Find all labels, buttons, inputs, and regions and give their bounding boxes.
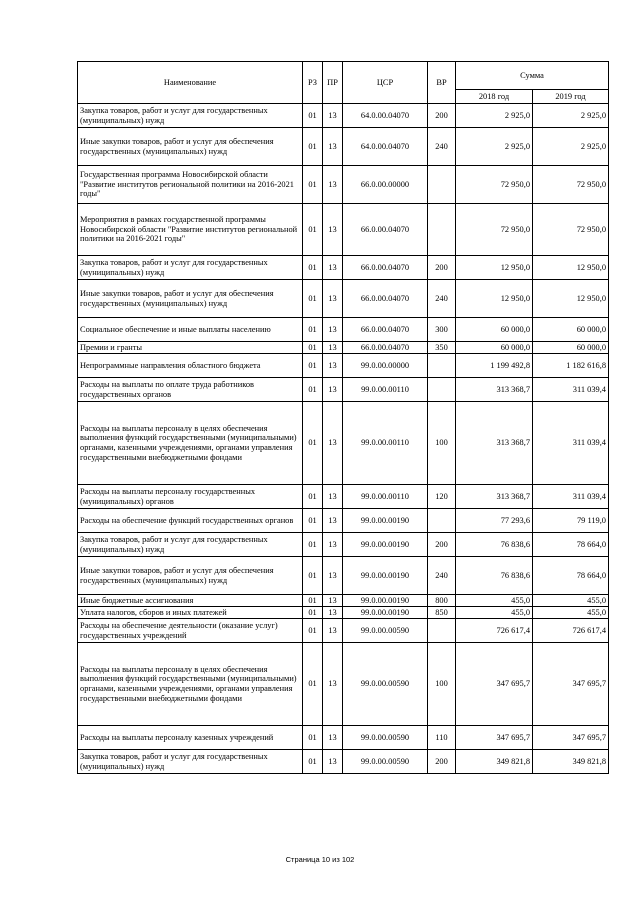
row-sum-2019: 12 950,0 bbox=[533, 280, 609, 318]
row-sum-2019: 60 000,0 bbox=[533, 342, 609, 354]
row-sum-2019: 347 695,7 bbox=[533, 643, 609, 726]
row-sum-2019: 60 000,0 bbox=[533, 318, 609, 342]
row-vr: 200 bbox=[428, 750, 456, 774]
row-sum-2018: 455,0 bbox=[456, 595, 533, 607]
table-row bbox=[78, 342, 609, 354]
row-pr: 13 bbox=[323, 402, 343, 485]
row-name: Уплата налогов, сборов и иных платежей bbox=[78, 607, 303, 619]
row-vr bbox=[428, 166, 456, 204]
row-rz: 01 bbox=[303, 204, 323, 256]
row-vr: 850 bbox=[428, 607, 456, 619]
table-row bbox=[78, 619, 609, 643]
row-vr: 100 bbox=[428, 643, 456, 726]
row-sum-2018: 347 695,7 bbox=[456, 726, 533, 750]
row-name: Расходы на выплаты персоналу в целях обеспечения выполнения функций государственными (муниципальными) органами, казенными учреждениями, органами управления государственными внебюджетными фондами bbox=[78, 643, 303, 726]
row-name: Закупка товаров, работ и услуг для государственных (муниципальных) нужд bbox=[78, 750, 303, 774]
row-sum-2019: 79 119,0 bbox=[533, 509, 609, 533]
row-sum-2018: 2 925,0 bbox=[456, 128, 533, 166]
table-row bbox=[78, 128, 609, 166]
row-rz: 01 bbox=[303, 557, 323, 595]
row-csr: 66.0.00.04070 bbox=[343, 280, 428, 318]
table-row bbox=[78, 533, 609, 557]
row-rz: 01 bbox=[303, 378, 323, 402]
row-rz: 01 bbox=[303, 726, 323, 750]
row-vr: 120 bbox=[428, 485, 456, 509]
table-row bbox=[78, 104, 609, 128]
row-sum-2019: 2 925,0 bbox=[533, 128, 609, 166]
row-vr: 100 bbox=[428, 402, 456, 485]
row-name: Расходы на обеспечение функций государственных органов bbox=[78, 509, 303, 533]
row-rz: 01 bbox=[303, 485, 323, 509]
row-name: Расходы на выплаты персоналу государственных (муниципальных) органов bbox=[78, 485, 303, 509]
row-sum-2018: 76 838,6 bbox=[456, 557, 533, 595]
table-row bbox=[78, 750, 609, 774]
row-pr: 13 bbox=[323, 378, 343, 402]
row-sum-2019: 1 182 616,8 bbox=[533, 354, 609, 378]
row-vr: 110 bbox=[428, 726, 456, 750]
row-rz: 01 bbox=[303, 354, 323, 378]
row-csr: 99.0.00.00590 bbox=[343, 643, 428, 726]
row-vr bbox=[428, 619, 456, 643]
row-sum-2019: 455,0 bbox=[533, 595, 609, 607]
row-rz: 01 bbox=[303, 318, 323, 342]
table-row bbox=[78, 402, 609, 485]
row-csr: 99.0.00.00110 bbox=[343, 402, 428, 485]
table-row bbox=[78, 378, 609, 402]
row-vr: 200 bbox=[428, 256, 456, 280]
header-rz: РЗ bbox=[303, 62, 323, 104]
row-csr: 99.0.00.00190 bbox=[343, 533, 428, 557]
row-sum-2019: 78 664,0 bbox=[533, 557, 609, 595]
row-sum-2018: 313 368,7 bbox=[456, 378, 533, 402]
header-year-2018: 2018 год bbox=[456, 90, 533, 104]
row-sum-2018: 349 821,8 bbox=[456, 750, 533, 774]
row-sum-2018: 12 950,0 bbox=[456, 280, 533, 318]
row-sum-2018: 72 950,0 bbox=[456, 166, 533, 204]
row-name: Расходы на выплаты персоналу казенных учреждений bbox=[78, 726, 303, 750]
table-row bbox=[78, 280, 609, 318]
table-row bbox=[78, 204, 609, 256]
row-name: Иные закупки товаров, работ и услуг для обеспечения государственных (муниципальных) нужд bbox=[78, 557, 303, 595]
header-year-2019: 2019 год bbox=[533, 90, 609, 104]
row-rz: 01 bbox=[303, 509, 323, 533]
row-rz: 01 bbox=[303, 750, 323, 774]
row-csr: 99.0.00.00590 bbox=[343, 619, 428, 643]
row-csr: 99.0.00.00590 bbox=[343, 726, 428, 750]
row-sum-2018: 455,0 bbox=[456, 607, 533, 619]
row-sum-2019: 311 039,4 bbox=[533, 485, 609, 509]
row-csr: 66.0.00.04070 bbox=[343, 204, 428, 256]
row-pr: 13 bbox=[323, 485, 343, 509]
row-sum-2018: 76 838,6 bbox=[456, 533, 533, 557]
row-rz: 01 bbox=[303, 166, 323, 204]
row-sum-2019: 12 950,0 bbox=[533, 256, 609, 280]
row-vr: 300 bbox=[428, 318, 456, 342]
header-name: Наименование bbox=[78, 62, 303, 104]
row-vr: 200 bbox=[428, 104, 456, 128]
row-vr bbox=[428, 509, 456, 533]
row-vr bbox=[428, 378, 456, 402]
row-sum-2018: 313 368,7 bbox=[456, 485, 533, 509]
row-pr: 13 bbox=[323, 750, 343, 774]
row-sum-2019: 347 695,7 bbox=[533, 726, 609, 750]
row-pr: 13 bbox=[323, 533, 343, 557]
row-name: Расходы на выплаты персоналу в целях обеспечения выполнения функций государственными (муниципальными) органами, казенными учреждениями, органами управления государственными внебюджетными фондами bbox=[78, 402, 303, 485]
table-body bbox=[78, 104, 609, 774]
row-rz: 01 bbox=[303, 104, 323, 128]
row-vr: 350 bbox=[428, 342, 456, 354]
row-name: Премии и гранты bbox=[78, 342, 303, 354]
row-pr: 13 bbox=[323, 104, 343, 128]
table-row bbox=[78, 726, 609, 750]
row-vr: 200 bbox=[428, 533, 456, 557]
row-csr: 99.0.00.00190 bbox=[343, 557, 428, 595]
table-row bbox=[78, 643, 609, 726]
row-sum-2019: 311 039,4 bbox=[533, 402, 609, 485]
row-rz: 01 bbox=[303, 607, 323, 619]
row-name: Иные закупки товаров, работ и услуг для обеспечения государственных (муниципальных) нужд bbox=[78, 280, 303, 318]
row-sum-2018: 347 695,7 bbox=[456, 643, 533, 726]
row-name: Социальное обеспечение и иные выплаты населению bbox=[78, 318, 303, 342]
row-rz: 01 bbox=[303, 533, 323, 557]
row-pr: 13 bbox=[323, 256, 343, 280]
row-sum-2019: 2 925,0 bbox=[533, 104, 609, 128]
row-csr: 64.0.00.04070 bbox=[343, 128, 428, 166]
table-row bbox=[78, 166, 609, 204]
table-row bbox=[78, 354, 609, 378]
row-pr: 13 bbox=[323, 619, 343, 643]
row-sum-2018: 60 000,0 bbox=[456, 318, 533, 342]
row-vr bbox=[428, 204, 456, 256]
budget-table bbox=[77, 61, 609, 774]
header-sum: Сумма bbox=[456, 62, 609, 90]
header-vr: ВР bbox=[428, 62, 456, 104]
row-pr: 13 bbox=[323, 726, 343, 750]
row-csr: 99.0.00.00110 bbox=[343, 378, 428, 402]
row-pr: 13 bbox=[323, 166, 343, 204]
row-sum-2018: 60 000,0 bbox=[456, 342, 533, 354]
row-name: Непрограммные направления областного бюджета bbox=[78, 354, 303, 378]
row-csr: 99.0.00.00190 bbox=[343, 595, 428, 607]
row-name: Закупка товаров, работ и услуг для государственных (муниципальных) нужд bbox=[78, 104, 303, 128]
row-sum-2018: 2 925,0 bbox=[456, 104, 533, 128]
row-rz: 01 bbox=[303, 280, 323, 318]
table-row bbox=[78, 595, 609, 607]
row-name: Расходы на обеспечение деятельности (оказание услуг) государственных учреждений bbox=[78, 619, 303, 643]
row-csr: 99.0.00.00110 bbox=[343, 485, 428, 509]
row-pr: 13 bbox=[323, 595, 343, 607]
row-rz: 01 bbox=[303, 256, 323, 280]
header-pr: ПР bbox=[323, 62, 343, 104]
row-vr: 240 bbox=[428, 128, 456, 166]
row-pr: 13 bbox=[323, 342, 343, 354]
row-pr: 13 bbox=[323, 509, 343, 533]
row-pr: 13 bbox=[323, 318, 343, 342]
row-name: Иные закупки товаров, работ и услуг для обеспечения государственных (муниципальных) нужд bbox=[78, 128, 303, 166]
row-vr: 240 bbox=[428, 557, 456, 595]
row-pr: 13 bbox=[323, 204, 343, 256]
row-csr: 99.0.00.00000 bbox=[343, 354, 428, 378]
row-vr: 800 bbox=[428, 595, 456, 607]
row-pr: 13 bbox=[323, 280, 343, 318]
row-rz: 01 bbox=[303, 595, 323, 607]
table-row bbox=[78, 256, 609, 280]
row-csr: 64.0.00.04070 bbox=[343, 104, 428, 128]
row-csr: 66.0.00.04070 bbox=[343, 318, 428, 342]
row-rz: 01 bbox=[303, 402, 323, 485]
row-sum-2019: 72 950,0 bbox=[533, 204, 609, 256]
row-sum-2019: 311 039,4 bbox=[533, 378, 609, 402]
row-sum-2018: 313 368,7 bbox=[456, 402, 533, 485]
row-name: Государственная программа Новосибирской области "Развитие институтов региональной политики на 2016-2021 годы" bbox=[78, 166, 303, 204]
row-name: Закупка товаров, работ и услуг для государственных (муниципальных) нужд bbox=[78, 256, 303, 280]
row-name: Расходы на выплаты по оплате труда работников государственных органов bbox=[78, 378, 303, 402]
row-vr: 240 bbox=[428, 280, 456, 318]
row-pr: 13 bbox=[323, 607, 343, 619]
row-sum-2018: 726 617,4 bbox=[456, 619, 533, 643]
row-name: Иные бюджетные ассигнования bbox=[78, 595, 303, 607]
table-row bbox=[78, 557, 609, 595]
row-sum-2019: 349 821,8 bbox=[533, 750, 609, 774]
row-rz: 01 bbox=[303, 128, 323, 166]
table-row bbox=[78, 509, 609, 533]
row-csr: 99.0.00.00190 bbox=[343, 607, 428, 619]
row-csr: 66.0.00.04070 bbox=[343, 342, 428, 354]
table-row bbox=[78, 318, 609, 342]
row-csr: 99.0.00.00590 bbox=[343, 750, 428, 774]
row-csr: 99.0.00.00190 bbox=[343, 509, 428, 533]
row-vr bbox=[428, 354, 456, 378]
row-pr: 13 bbox=[323, 643, 343, 726]
row-sum-2019: 72 950,0 bbox=[533, 166, 609, 204]
row-sum-2019: 726 617,4 bbox=[533, 619, 609, 643]
row-sum-2018: 72 950,0 bbox=[456, 204, 533, 256]
table-row bbox=[78, 607, 609, 619]
row-pr: 13 bbox=[323, 128, 343, 166]
row-pr: 13 bbox=[323, 557, 343, 595]
row-sum-2019: 455,0 bbox=[533, 607, 609, 619]
row-rz: 01 bbox=[303, 643, 323, 726]
page-number: Страница 10 из 102 bbox=[285, 855, 355, 864]
row-sum-2018: 12 950,0 bbox=[456, 256, 533, 280]
row-sum-2019: 78 664,0 bbox=[533, 533, 609, 557]
row-name: Закупка товаров, работ и услуг для государственных (муниципальных) нужд bbox=[78, 533, 303, 557]
row-csr: 66.0.00.04070 bbox=[343, 256, 428, 280]
table-row bbox=[78, 485, 609, 509]
header-csr: ЦСР bbox=[343, 62, 428, 104]
row-csr: 66.0.00.00000 bbox=[343, 166, 428, 204]
row-rz: 01 bbox=[303, 342, 323, 354]
row-name: Мероприятия в рамках государственной программы Новосибирской области "Развитие институтов региональной политики на 2016-2021 годы" bbox=[78, 204, 303, 256]
row-sum-2018: 1 199 492,8 bbox=[456, 354, 533, 378]
row-pr: 13 bbox=[323, 354, 343, 378]
row-sum-2018: 77 293,6 bbox=[456, 509, 533, 533]
row-rz: 01 bbox=[303, 619, 323, 643]
